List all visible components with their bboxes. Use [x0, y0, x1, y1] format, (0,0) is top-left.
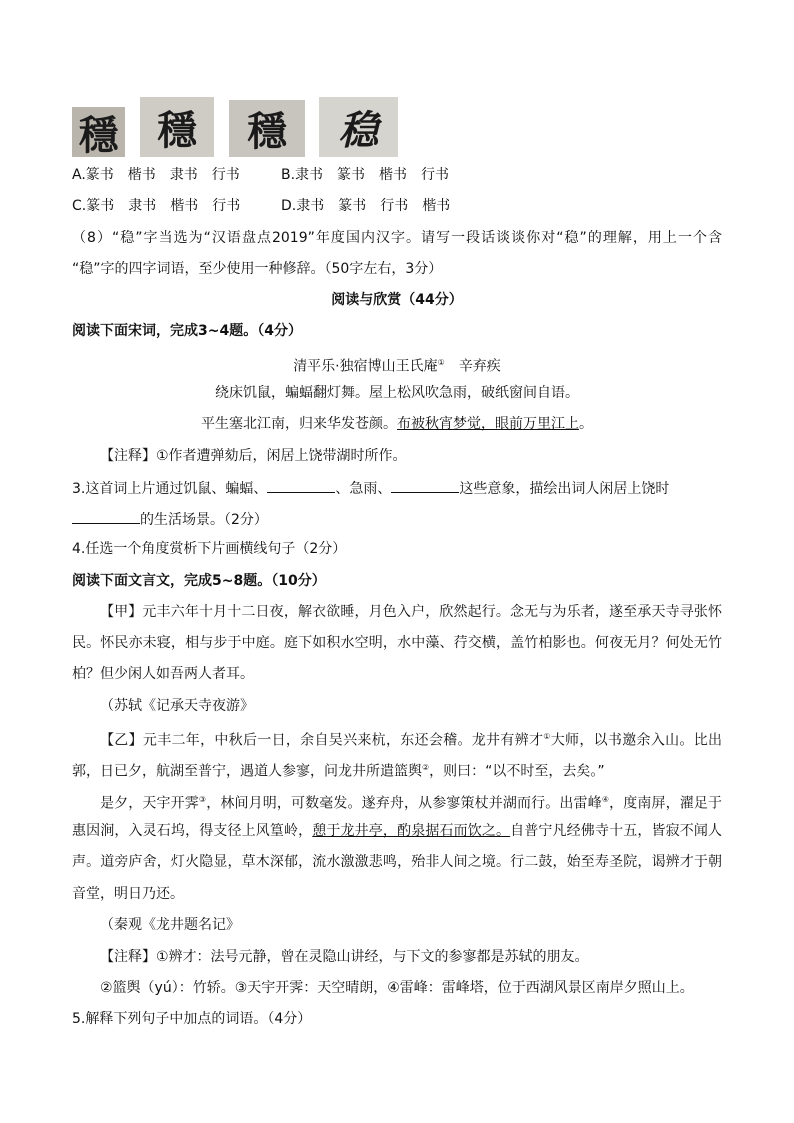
prose-note-1: 【注释】①辨才：法号元静，曾在灵隐山讲经，与下文的参寥都是苏轼的朋友。 — [100, 949, 589, 965]
jia-line-2: 民。怀民亦未寝，相与步于中庭。庭下如积水空明，水中藻、荇交横，盖竹柏影也。何夜无月？何处无竹 — [72, 635, 722, 651]
footnote-mark: ① — [437, 358, 445, 367]
jia-line-3: 柏？但少闲人如吾两人者耳。 — [72, 666, 254, 682]
answer-blank[interactable] — [267, 478, 335, 493]
answer-blank[interactable] — [72, 509, 140, 524]
question-8-line2: “稳”字的四字词语，至少使用一种修辞。（50字左右，3分） — [72, 261, 443, 277]
footnote-mark: ① — [543, 732, 551, 741]
yi-line-5: 声。道旁庐舍，灯火隐显，草木深郁，流水激激悲鸣，殆非人间之境。行二鼓，始至寿圣院，谒辨才于朝 — [72, 854, 722, 870]
question-4: 4.任选一个角度赏析下片画横线句子（2分） — [72, 541, 347, 557]
regular-script-image: 穩 — [229, 100, 305, 157]
yi-line-6: 音堂，明日乃还。 — [72, 886, 184, 902]
footnote-mark: ④ — [601, 795, 610, 804]
seal-script-image: 穩 — [72, 107, 125, 157]
yi-text: 惠因涧，入灵石坞，得支径上风篁岭， — [72, 823, 313, 839]
poem-title — [72, 354, 722, 376]
yi-text: ，林间月明，可数毫发。遂弃舟，从参寥策杖并湖而行。出雷峰 — [206, 795, 602, 812]
poem-instruction: 阅读下面宋词，完成3~4题。（4分） — [72, 323, 302, 339]
yi-line-4 — [72, 822, 722, 840]
q3-text-a: 3.这首词上片通过饥鼠、蝙蝠、 — [72, 481, 268, 497]
option-b: B.隶书 篆书 楷书 行书 — [281, 167, 450, 183]
yi-line-3 — [100, 791, 722, 813]
jia-line-1: 【甲】元丰六年十月十二日夜，解衣欲睡，月色入户，欣然起行。念无与为乐者，遂至承天寺寻张怀 — [100, 604, 722, 620]
yi-text: 大师，以书邀余入山。比出 — [550, 732, 723, 749]
question-5: 5.解释下列句子中加点的词语。（4分） — [72, 1011, 312, 1027]
poem-note: 【注释】①作者遭弹劾后，闲居上饶带湖时所作。 — [100, 448, 407, 464]
q3-text-d: 的生活场景。（2分） — [140, 512, 268, 528]
question-3 — [72, 478, 722, 498]
yi-text: 自普宁凡经佛寺十五，皆寂不闻人 — [510, 823, 723, 839]
yi-text: 【乙】元丰二年，中秋后一日，余自吴兴来杭，东还会稽。龙井有辨才 — [100, 732, 544, 749]
option-a: A.篆书 楷书 隶书 行书 — [72, 167, 240, 183]
clerical-script-image: 穩 — [140, 97, 214, 157]
poem-title-text: 清平乐·独宿博山王氏庵 — [293, 358, 438, 375]
option-d: D.隶书 篆书 行书 楷书 — [281, 198, 451, 214]
yi-text: 郭，日已夕，航湖至普宁，遇道人参寥，问龙井所遣篮舆 — [72, 763, 422, 780]
prose-instruction: 阅读下面文言文，完成5~8题。（10分） — [72, 573, 326, 589]
question-3-cont — [72, 509, 722, 529]
footnote-mark: ② — [422, 763, 430, 772]
option-c: C.篆书 隶书 楷书 行书 — [72, 198, 241, 214]
poem-line-2 — [72, 415, 722, 433]
yi-source: （秦观《龙井题名记》 — [100, 917, 240, 933]
q3-text-c: 这些意象，描绘出词人闲居上饶时 — [459, 481, 670, 497]
answer-blank[interactable] — [391, 478, 459, 493]
poem-line-2-end: 。 — [579, 416, 593, 432]
section-title: 阅读与欣赏（44分） — [331, 292, 463, 308]
question-8-line1: （8）“稳”字当选为“汉语盘点2019”年度国内汉字。请写一段话谈谈你对“稳”的理解，用上一个含 — [72, 230, 722, 246]
yi-line-2 — [72, 759, 722, 781]
footnote-mark: ③ — [198, 795, 207, 804]
poem-line-2-a: 平生塞北江南，归来华发苍颜。 — [201, 416, 397, 432]
q3-text-b: 、急雨、 — [335, 481, 392, 497]
underlined-sentence: 布被秋宵梦觉，眼前万里江上 — [397, 416, 579, 432]
prose-note-2: ②篮舆（yú）：竹轿。③天宇开霁：天空晴朗，④雷峰：雷峰塔，位于西湖风景区南岸夕照山上。 — [100, 980, 694, 996]
yi-line-1 — [100, 728, 722, 750]
jia-source: （苏轼《记承天寺夜游》 — [100, 698, 254, 714]
running-script-image: 稳 — [319, 97, 398, 157]
yi-text: ，则曰：“以不时至，去矣。” — [429, 763, 605, 780]
underlined-sentence: 憩于龙井亭，酌泉据石而饮之。 — [312, 823, 511, 839]
poem-author: 辛弃疾 — [458, 358, 501, 375]
poem-line-1: 绕床饥鼠，蝙蝠翻灯舞。屋上松风吹急雨，破纸窗间自语。 — [215, 385, 579, 401]
yi-text: 是夕，天宇开霁 — [100, 795, 199, 812]
yi-text: ，度南屏，濯足于 — [609, 795, 723, 812]
